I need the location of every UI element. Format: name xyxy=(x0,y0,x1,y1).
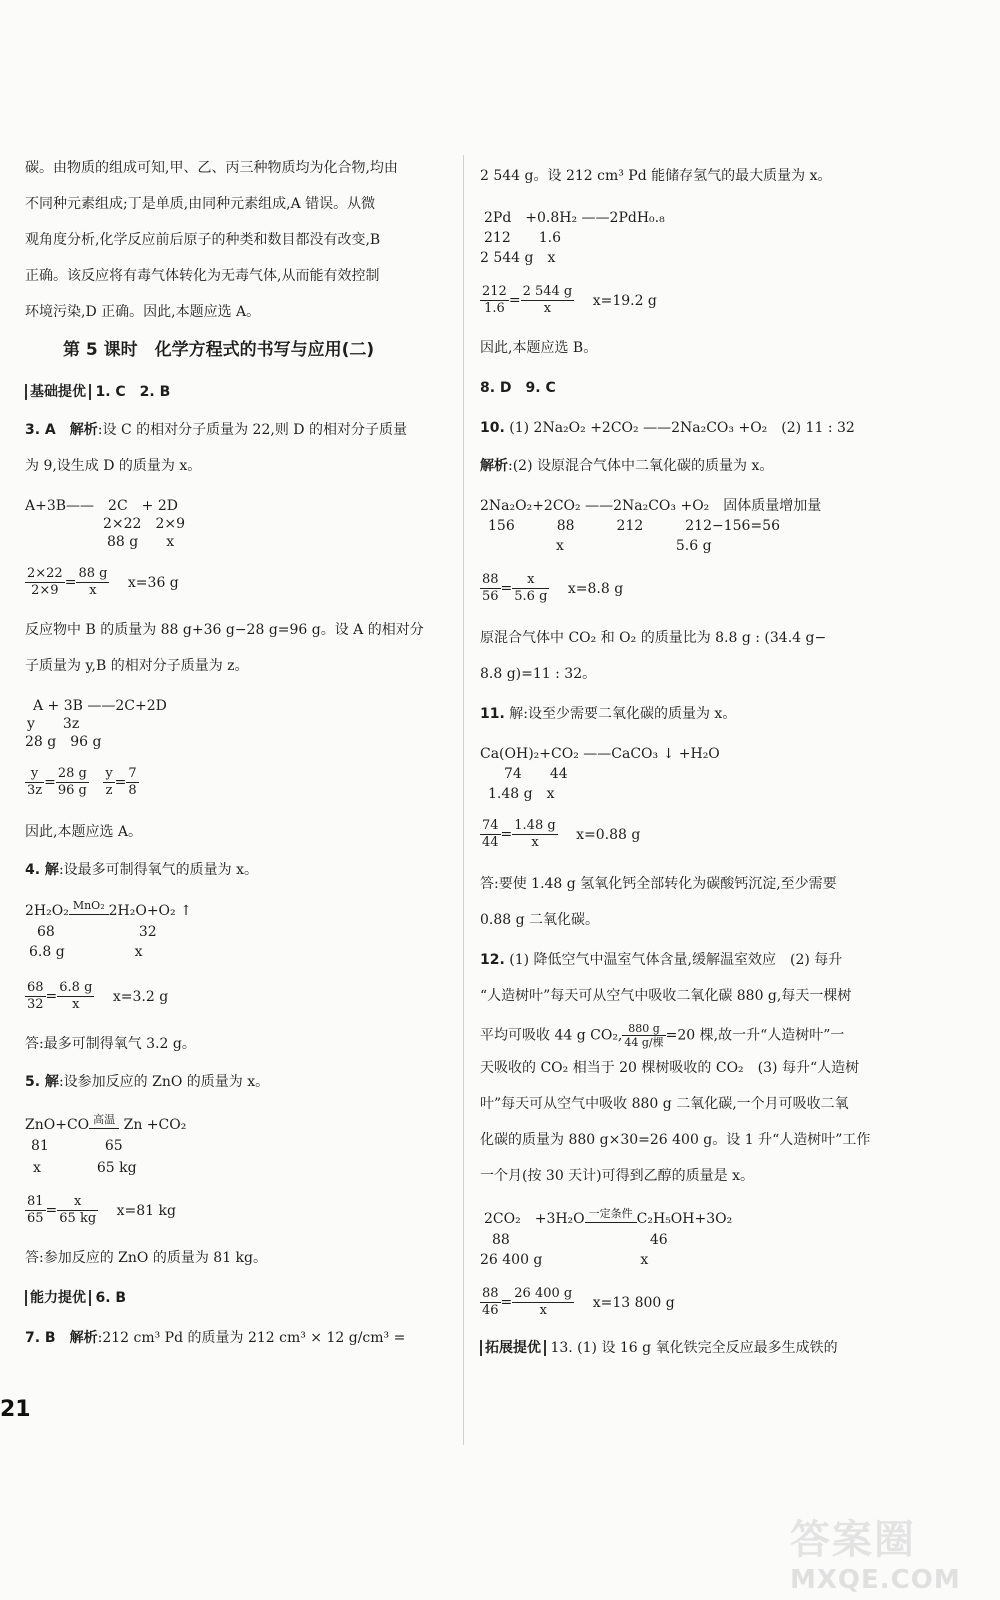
fraction: $\frac{y}{z}$ xyxy=(105,766,113,798)
q12-number: 12. xyxy=(480,952,505,968)
q4-text: :设最多可制得氧气的质量为 x。 xyxy=(58,862,258,878)
q5-proportion: $\frac{81}{65}$ = $\frac{x}{65 kg}$ x=81 kg xyxy=(27,1194,176,1226)
text-line: 碳。由物质的组成可知,甲、乙、丙三种物质均为化合物,均由 xyxy=(25,160,398,176)
q12-equation-row: 88 46 xyxy=(492,1232,668,1248)
q3-equation-row: 28 g 96 g xyxy=(25,734,102,750)
fraction: $\frac{2\times 22}{2\times 9}$ xyxy=(27,566,63,598)
q3-proportion: $\frac{2\times 22}{2\times 9}$ = $\frac{88 g}{x}$ x=36 g xyxy=(27,566,179,598)
q10-label: 解析 xyxy=(480,458,508,474)
text-line: 为 9,设生成 D 的质量为 x。 xyxy=(25,458,202,474)
q12-proportion: $\frac{88}{46}$ = $\frac{26 400 g}{x}$ x=13 800 g xyxy=(482,1286,675,1318)
q8-9-answers: 8. D 9. C xyxy=(480,380,556,396)
q4-equation-row: 6.8 g x xyxy=(29,944,143,960)
q3-equation-row: 88 g x xyxy=(107,534,175,550)
q4-line xyxy=(25,860,258,880)
q12-equation: 2CO₂ +3H₂O 一定条件 C₂H₅OH+3O₂ xyxy=(484,1207,733,1227)
q12-equation-row: 26 400 g x xyxy=(480,1252,649,1268)
result: x=8.8 g xyxy=(567,580,624,597)
basic-answers-line xyxy=(25,382,170,402)
text-line: 原混合气体中 CO₂ 和 O₂ 的质量比为 8.8 g : (34.4 g− xyxy=(480,630,827,646)
extension-line xyxy=(480,1338,838,1358)
fraction: $\frac{88 g}{x}$ xyxy=(78,566,108,598)
fraction: $\frac{26 400 g}{x}$ xyxy=(514,1286,573,1318)
q3-proportion: $\frac{y}{3z}$ = $\frac{28 g}{96 g}$ $\frac{y}{z}$ = $\frac{7}{8}$ xyxy=(27,766,137,798)
text-line: 叶”每天可从空气中吸收 880 g 二氧化碳,一个月可吸收二氧 xyxy=(480,1096,849,1112)
q11-equation-row: 1.48 g x xyxy=(488,786,555,802)
q7-proportion: $\frac{212}{1.6}$ = $\frac{2 544 g}{x}$ x=19.2 g xyxy=(482,284,657,316)
basic-answers: 1. C 2. B xyxy=(95,384,171,400)
watermark-logo xyxy=(790,1508,980,1596)
q3-equation-row: y 3z xyxy=(27,716,80,732)
q11-proportion: $\frac{74}{44}$ = $\frac{1.48 g}{x}$ x=0.88 g xyxy=(482,818,641,850)
q3-number: 3. A xyxy=(25,422,70,438)
q5-equation-row: 81 65 xyxy=(31,1138,123,1154)
fraction: $\frac{88}{56}$ xyxy=(482,572,499,604)
q7-line xyxy=(25,1328,405,1348)
q11-equation: Ca(OH)₂+CO₂ ——CaCO₃ ↓ +H₂O xyxy=(480,746,720,762)
q5-line xyxy=(25,1072,269,1092)
q3-label: 解析 xyxy=(69,422,98,438)
q7-equation: 2Pd +0.8H₂ ——2PdH₀.₈ xyxy=(484,210,665,226)
result: x=19.2 g xyxy=(592,292,657,309)
q11-equation-row: 74 44 xyxy=(504,766,568,782)
q5-equation-row: x 65 kg xyxy=(33,1160,137,1176)
text-line: 2 544 g。设 212 cm³ Pd 能储存氢气的最大质量为 x。 xyxy=(480,168,832,184)
basic-tag: 基础提优 xyxy=(25,384,91,400)
result: x=13 800 g xyxy=(592,1294,675,1311)
fraction: $\frac{68}{32}$ xyxy=(27,980,44,1012)
q10-text: (1) 2Na₂O₂ +2CO₂ ——2Na₂CO₃ +O₂ (2) 11 : 32 xyxy=(509,420,855,436)
result: x=0.88 g xyxy=(576,826,641,843)
q10-proportion: $\frac{88}{56}$ = $\frac{x}{5.6 g}$ x=8.8 g xyxy=(482,572,624,604)
q12-inline-fraction-line: 平均可吸收 44 g CO₂, 880 g 44 g/棵 =20 棵,故一升“人造树叶”一 xyxy=(480,1022,845,1049)
fraction: $\frac{y}{3z}$ xyxy=(27,766,43,798)
fraction: $\frac{x}{5.6 g}$ xyxy=(514,572,548,604)
extension-tag: 拓展提优 xyxy=(480,1340,546,1356)
q12-text: (1) 降低空气中温室气体含量,缓解温室效应 (2) 每升 xyxy=(509,952,843,968)
q5-equation: ZnO+CO 高温 Zn +CO₂ xyxy=(25,1113,187,1133)
fraction: $\frac{212}{1.6}$ xyxy=(482,284,507,316)
q3-equation: A + 3B ——2C+2D xyxy=(33,698,167,714)
q5-text: :设参加反应的 ZnO 的质量为 x。 xyxy=(58,1074,270,1090)
q4-equation-row: 68 32 xyxy=(37,924,157,940)
text-line: 化碳的质量为 880 g×30=26 400 g。设 1 升“人造树叶”工作 xyxy=(480,1132,871,1148)
result: x=81 kg xyxy=(116,1202,176,1219)
q3-text: :设 C 的相对分子质量为 22,则 D 的相对分子质量 xyxy=(97,422,407,438)
q7-text: :212 cm³ Pd 的质量为 212 cm³ × 12 g/cm³ = xyxy=(97,1330,406,1346)
text-line: 答:最多可制得氧气 3.2 g。 xyxy=(25,1036,196,1052)
text-line: 答:要使 1.48 g 氢氧化钙全部转化为碳酸钙沉淀,至少需要 xyxy=(480,876,837,892)
section-title: 第 5 课时 化学方程式的书写与应用(二) xyxy=(63,340,375,360)
fraction: $\frac{28 g}{96 g}$ xyxy=(57,766,87,798)
text-line: 0.88 g 二氧化碳。 xyxy=(480,912,600,928)
watermark-url: MXQE.COM xyxy=(790,1565,961,1595)
q10-text: :(2) 设原混合气体中二氧化碳的质量为 x。 xyxy=(508,458,774,474)
q10-analysis-line xyxy=(480,456,773,476)
fraction: $\frac{2 544 g}{x}$ xyxy=(522,284,573,316)
q3-equation-row: 2×22 2×9 xyxy=(103,516,185,532)
q5-number: 5. 解 xyxy=(25,1074,59,1090)
fraction: $\frac{74}{44}$ xyxy=(482,818,499,850)
text-line: 正确。该反应将有毒气体转化为无毒气体,从而能有效控制 xyxy=(25,268,380,284)
q12-line xyxy=(480,950,842,970)
q7-label: 解析 xyxy=(69,1330,98,1346)
text-line: 不同种元素组成;丁是单质,由同种元素组成,A 错误。从微 xyxy=(25,196,376,212)
fraction: $\frac{81}{65}$ xyxy=(27,1194,44,1226)
q4-proportion: $\frac{68}{32}$ = $\frac{6.8 g}{x}$ x=3.2 g xyxy=(27,980,169,1012)
q7-equation-row: 2 544 g x xyxy=(480,250,556,266)
text-line: 环境污染,D 正确。因此,本题应选 A。 xyxy=(25,304,261,320)
fraction: $\frac{6.8 g}{x}$ xyxy=(59,980,93,1012)
text-line: 观角度分析,化学反应前后原子的种类和数目都没有改变,B xyxy=(25,232,381,248)
ability-answers: 6. B xyxy=(95,1290,127,1306)
watermark-glyphs: 答案圈 xyxy=(790,1517,916,1563)
text-line: 8.8 g)=11 : 32。 xyxy=(480,666,597,682)
q10-equation-row: 156 88 212 212−156=56 xyxy=(488,518,780,534)
q10-line xyxy=(480,418,855,438)
text-line: 因此,本题应选 A。 xyxy=(25,824,143,840)
ability-tag: 能力提优 xyxy=(25,1290,91,1306)
reaction-condition: 高温 xyxy=(89,1114,119,1135)
fraction: $\frac{7}{8}$ xyxy=(128,766,137,798)
q10-number: 10. xyxy=(480,420,505,436)
q3-equation: A+3B—— 2C + 2D xyxy=(25,498,178,514)
q7-equation-row: 212 1.6 xyxy=(484,230,561,246)
text-line: 反应物中 B 的质量为 88 g+36 g−28 g=96 g。设 A 的相对分 xyxy=(25,622,424,638)
fraction: $\frac{88}{46}$ xyxy=(482,1286,499,1318)
text-line: 因此,本题应选 B。 xyxy=(480,340,598,356)
q4-equation: 2H₂O₂ MnO₂ 2H₂O+O₂ ↑ xyxy=(25,899,192,919)
q4-number: 4. 解 xyxy=(25,862,59,878)
q3-line xyxy=(25,420,407,440)
reaction-condition: MnO₂ xyxy=(69,900,109,921)
q10-equation: 2Na₂O₂+2CO₂ ——2Na₂CO₃ +O₂ 固体质量增加量 xyxy=(480,498,822,514)
fraction: 880 g 44 g/棵 xyxy=(624,1022,664,1049)
q11-text: 解:设至少需要二氧化碳的质量为 x。 xyxy=(509,706,737,722)
text-line: 一个月(按 30 天计)可得到乙醇的质量是 x。 xyxy=(480,1168,754,1184)
q11-line xyxy=(480,704,736,724)
ability-answers-line xyxy=(25,1288,126,1308)
q13-text: 13. (1) 设 16 g 氧化铁完全反应最多生成铁的 xyxy=(550,1340,838,1356)
text-line: “人造树叶”每天可从空气中吸收二氧化碳 880 g,每天一棵树 xyxy=(480,988,852,1004)
q7-number: 7. B xyxy=(25,1330,70,1346)
fraction: $\frac{x}{65 kg}$ xyxy=(59,1194,97,1226)
q11-number: 11. xyxy=(480,706,505,722)
fraction: $\frac{1.48 g}{x}$ xyxy=(514,818,556,850)
result: x=36 g xyxy=(127,574,179,591)
page-number: 21 xyxy=(0,1397,31,1422)
text-line: 子质量为 y,B 的相对分子质量为 z。 xyxy=(25,658,249,674)
text-line: 答:参加反应的 ZnO 的质量为 81 kg。 xyxy=(25,1250,267,1266)
q10-equation-row: x 5.6 g xyxy=(556,538,712,554)
text-line: 天吸收的 CO₂ 相当于 20 棵树吸收的 CO₂ (3) 每升“人造树 xyxy=(480,1060,860,1076)
reaction-condition: 一定条件 xyxy=(585,1208,637,1229)
column-divider xyxy=(463,155,464,1445)
result: x=3.2 g xyxy=(112,988,169,1005)
